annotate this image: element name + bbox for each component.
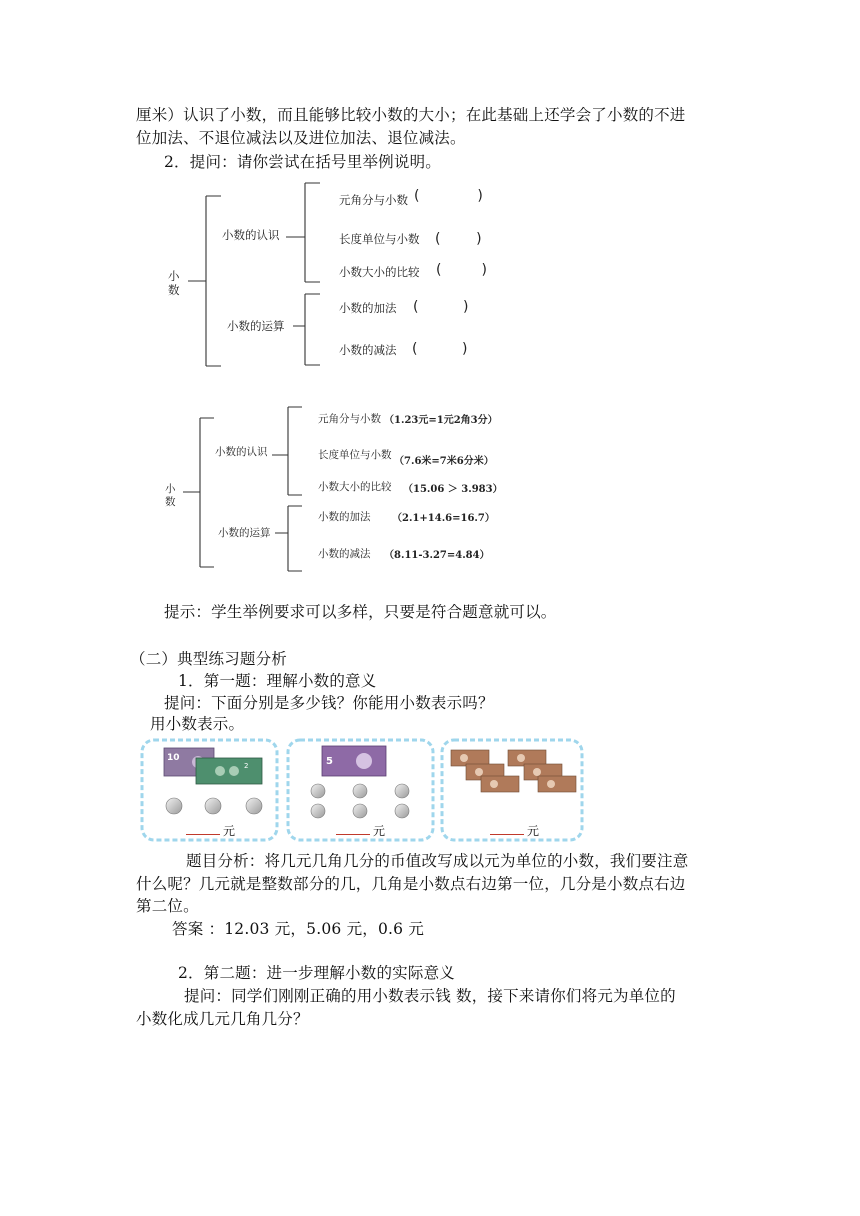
diagram-item: 小数的加法: [318, 511, 371, 523]
exercise-question: 用小数表示。: [150, 715, 245, 733]
root-label: 小 数: [165, 483, 176, 508]
diagram-item: 元角分与小数: [318, 413, 381, 425]
exercise-title: 1．第一题：理解小数的意义: [178, 672, 377, 690]
diagram-item: 小数大小的比较: [339, 265, 420, 279]
answer-blank-3[interactable]: 元: [490, 822, 539, 839]
exercise-question: 提问：同学们刚刚正确的用小数表示钱 数，接下来请你们将元为单位的: [184, 987, 676, 1005]
diagram-answer: （1.23元=1元2角3分）: [384, 415, 498, 426]
analysis-text: 第二位。: [136, 897, 199, 915]
paragraph-line: 位加法、不退位减法以及进位加法、退位减法。: [136, 129, 466, 147]
paragraph-line: 厘米）认识了小数，而且能够比较小数的大小；在此基础上还学会了小数的不进: [136, 106, 686, 124]
diagram-answer: （8.11-3.27=4.84）: [384, 550, 490, 561]
exercise-question: 小数化成几元几角几分？: [136, 1010, 309, 1028]
answer-bracket: ( ): [436, 262, 487, 278]
branch-label: 小数的运算: [218, 527, 271, 539]
diagram-item: 小数大小的比较: [318, 481, 392, 493]
diagram-answer: （2.1+14.6=16.7）: [392, 513, 495, 524]
hint-text: 提示：学生举例要求可以多样，只要是符合题意就可以。: [164, 603, 557, 621]
answer-text: 答案 ：12.03 元，5.06 元，0.6 元: [172, 920, 425, 938]
svg-text:5: 5: [326, 756, 333, 767]
answer-blank-2[interactable]: 元: [336, 822, 385, 839]
analysis-text: 什么呢？几元就是整数部分的几，几角是小数点右边第一位，几分是小数点右边: [136, 875, 686, 893]
svg-text:10: 10: [167, 753, 180, 763]
section-heading: （二）典型练习题分析: [130, 650, 288, 668]
concept-diagram-answered: [0, 0, 860, 580]
diagram-item: 长度单位与小数: [339, 232, 420, 246]
answer-bracket: ( ): [413, 299, 469, 315]
diagram-item: 小数的加法: [339, 301, 397, 315]
exercise-title: 2．第二题：进一步理解小数的实际意义: [178, 964, 455, 982]
answer-bracket: ( ): [414, 188, 483, 204]
answer-bracket: ( ): [435, 231, 482, 247]
analysis-text: 题目分析：将几元几角几分的币值改写成以元为单位的小数，我们要注意: [186, 852, 689, 870]
question-heading: 2．提问：请你尝试在括号里举例说明。: [164, 153, 441, 171]
branch-label: 小数的运算: [227, 319, 285, 333]
answer-blank-1[interactable]: 元: [186, 822, 235, 839]
branch-label: 小数的认识: [222, 228, 280, 242]
diagram-item: 小数的减法: [339, 343, 397, 357]
diagram-answer: （7.6米=7米6分米）: [394, 456, 494, 467]
diagram-item: 元角分与小数: [339, 193, 408, 207]
diagram-item: 长度单位与小数: [318, 449, 392, 461]
branch-label: 小数的认识: [215, 446, 268, 458]
exercise-question: 提问：下面分别是多少钱？你能用小数表示吗？: [164, 694, 494, 712]
root-label: 小 数: [168, 269, 180, 297]
answer-bracket: ( ): [412, 341, 468, 357]
diagram-answer: （15.06 ＞ 3.983）: [403, 484, 503, 495]
svg-text:2: 2: [244, 762, 249, 770]
diagram-item: 小数的减法: [318, 548, 371, 560]
